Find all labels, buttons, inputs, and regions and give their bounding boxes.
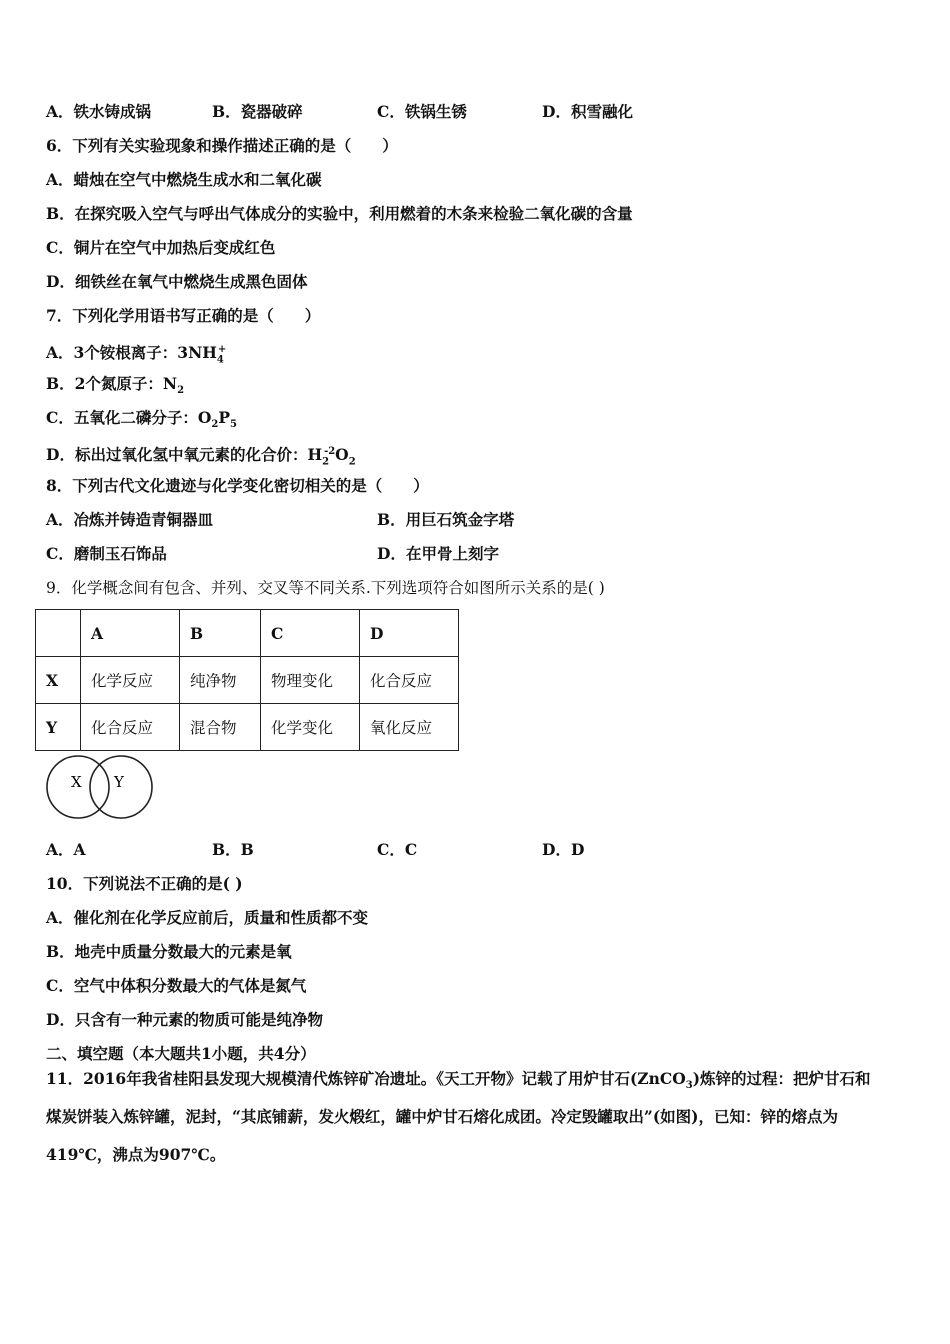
q8-option-b: B．用巨石筑金字塔: [377, 510, 515, 529]
q9-cell: 混合物: [180, 704, 261, 751]
q9-option-c: C．C: [377, 840, 418, 859]
q9-cell: 化学反应: [81, 657, 180, 704]
q7-d-sup: -2: [324, 446, 336, 457]
venn-label-x: X: [71, 773, 82, 791]
q9-cell: 物理变化: [261, 657, 360, 704]
q9-option-a: A．A: [46, 840, 86, 859]
q6-option-a: A．蜡烛在空气中燃烧生成水和二氧化碳: [46, 170, 322, 189]
q7-d-o: O: [335, 445, 349, 465]
q9-header-cell: A: [81, 610, 180, 657]
q10-option-d: D．只含有一种元素的物质可能是纯净物: [46, 1010, 323, 1029]
q11-line3: 419℃，沸点为907℃。: [46, 1145, 226, 1164]
q11-line1: [46, 1069, 871, 1096]
q7-d-sub2: 2: [348, 456, 356, 468]
q7-c-text: C．五氧化二磷分子：O: [46, 408, 212, 427]
q6-option-d: D．细铁丝在氧气中燃烧生成黑色固体: [46, 272, 308, 291]
q7-d-sub: 2: [322, 456, 330, 468]
q10-option-b: B．地壳中质量分数最大的元素是氧: [46, 942, 292, 961]
q9-header-row: [36, 610, 459, 657]
q5-option-b: B．瓷器破碎: [212, 102, 303, 121]
q7-a-sub: 4: [216, 354, 224, 366]
q8-option-c: C．磨制玉石饰品: [46, 544, 167, 563]
q9-table: [35, 609, 459, 751]
q9-cell: 氧化反应: [360, 704, 459, 751]
q9-row-x: [36, 657, 459, 704]
q5-option-a: A．铁水铸成锅: [46, 102, 152, 121]
q6-option-b: B．在探究吸入空气与呼出气体成分的实验中，利用燃着的木条来检验二氧化碳的含量: [46, 204, 633, 223]
q8-option-a: A．冶炼并铸造青铜器皿: [46, 510, 214, 529]
q10-option-a: A．催化剂在化学反应前后，质量和性质都不变: [46, 908, 369, 927]
q9-stem: 9．化学概念间有包含、并列、交叉等不同关系.下列选项符合如图所示关系的是( ): [46, 579, 605, 597]
q9-venn-diagram: [44, 752, 156, 822]
q9-cell: X: [36, 657, 81, 704]
q7-c-sub1: 2: [211, 419, 219, 431]
q9-header-cell: C: [261, 610, 360, 657]
q7-d-text: D．标出过氧化氢中氧元素的化合价：H: [46, 445, 323, 465]
q9-cell: Y: [36, 704, 81, 751]
q7-a-text: A．3个铵根离子：3NH: [46, 343, 217, 363]
q9-cell: 化合反应: [81, 704, 180, 751]
q11-line2: 煤炭饼装入炼锌罐，泥封，“其底铺薪，发火煅红，罐中炉甘石熔化成团。冷定毁罐取出”(如图)，已知：锌的熔点为: [46, 1107, 839, 1126]
q9-row-y: [36, 704, 459, 751]
q9-option-d: D．D: [542, 840, 585, 859]
q7-option-a: [46, 340, 226, 370]
q7-option-d: [46, 442, 356, 472]
venn-label-y: Y: [114, 773, 124, 791]
q7-c-mid: P: [218, 408, 230, 427]
q7-b-sub: 2: [177, 385, 185, 397]
q9-cell: 化合反应: [360, 657, 459, 704]
q7-option-c: [46, 408, 237, 435]
section-2-heading: 二、填空题（本大题共1小题，共4分）: [46, 1044, 316, 1063]
q5-option-d: D．积雪融化: [542, 102, 633, 121]
q9-header-cell: [36, 610, 81, 657]
q7-option-b: [46, 374, 184, 401]
q9-cell: 化学变化: [261, 704, 360, 751]
q7-stem: 7．下列化学用语书写正确的是（ ）: [46, 306, 321, 325]
q5-option-c: C．铁锅生锈: [377, 102, 467, 121]
q8-stem: 8．下列古代文化遗迹与化学变化密切相关的是（ ）: [46, 476, 429, 495]
q11-line1-a: 11．2016年我省桂阳县发现大规模清代炼锌矿冶遗址。《天工开物》记载了用炉甘石(ZnCO: [46, 1069, 686, 1088]
q10-option-c: C．空气中体积分数最大的气体是氮气: [46, 976, 307, 995]
q10-stem: 10．下列说法不正确的是( ): [46, 874, 243, 893]
q6-stem: 6．下列有关实验现象和操作描述正确的是（ ）: [46, 136, 398, 155]
q6-option-c: C．铜片在空气中加热后变成红色: [46, 238, 276, 257]
q11-line1-sub: 3: [685, 1080, 693, 1092]
q7-a-sup: +: [217, 344, 227, 355]
q11-line1-b: )炼锌的过程：把炉甘石和: [692, 1069, 871, 1088]
q9-option-b: B．B: [212, 840, 254, 859]
q9-header-cell: D: [360, 610, 459, 657]
q9-header-cell: B: [180, 610, 261, 657]
q8-option-d: D．在甲骨上刻字: [377, 544, 499, 563]
q7-b-text: B．2个氮原子：N: [46, 374, 178, 393]
q9-cell: 纯净物: [180, 657, 261, 704]
q7-c-sub2: 5: [229, 419, 237, 431]
